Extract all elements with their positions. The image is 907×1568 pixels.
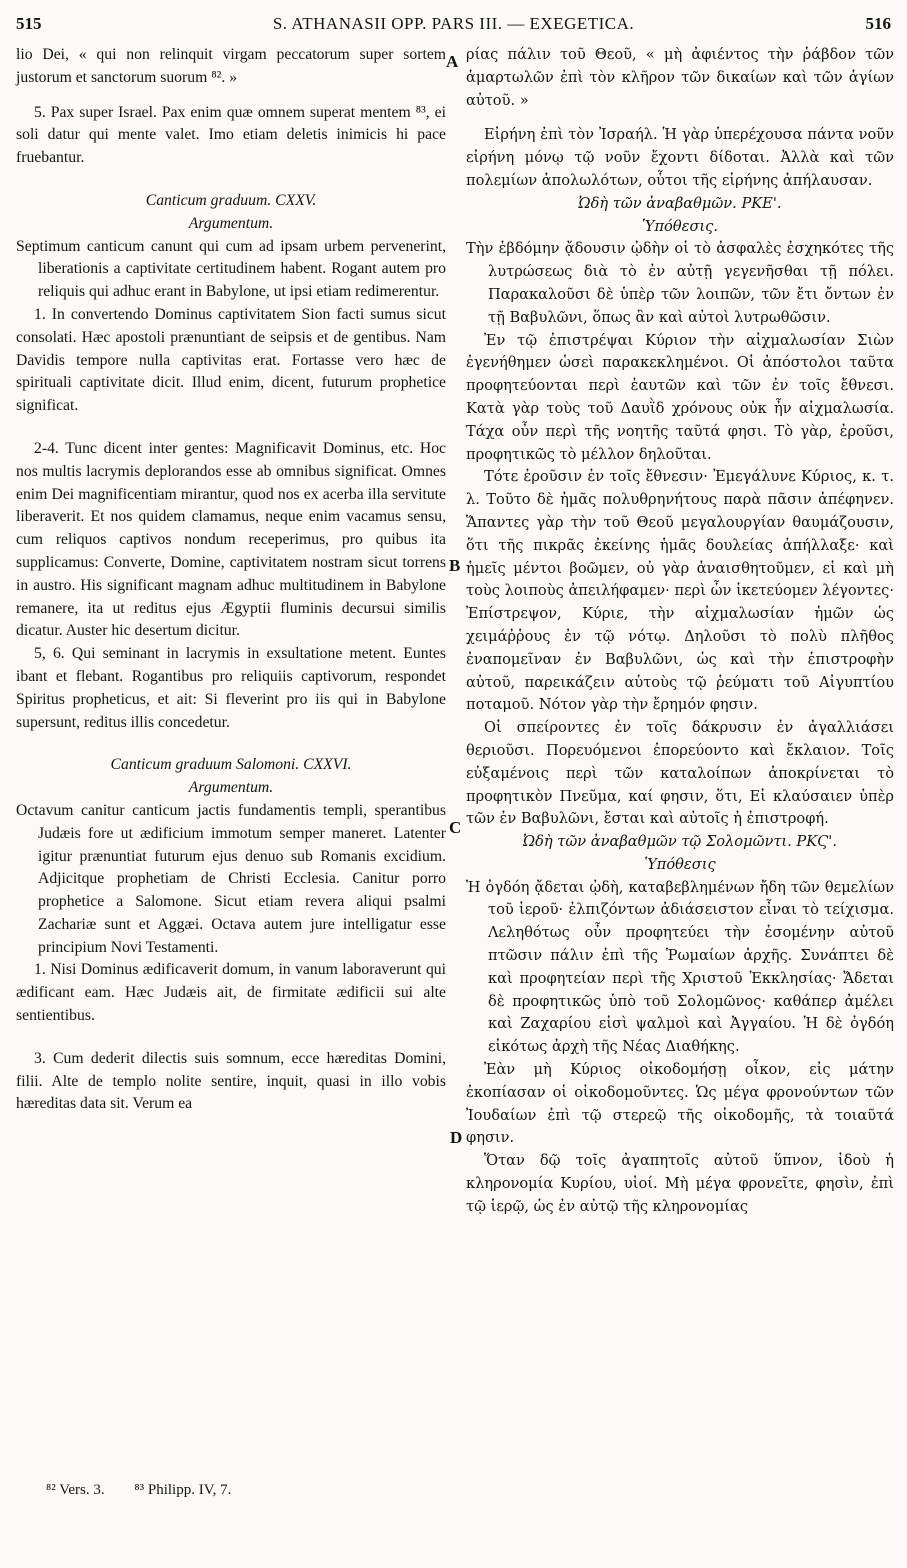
greek-paragraph: Ἐν τῷ ἐπιστρέψαι Κύριον τὴν αἰχμαλωσίαν Σιὼν ἐγενήθημεν ὡσεὶ παρακεκλημένοι. Οἱ ἀπόστολοι ταῦτα προφητεύονται περὶ ἑαυτῶν καὶ τῶν ἐν τοῖς ἔθνεσι. Κατὰ γὰρ τοὺς τοῦ Δαυῒδ χρόνους οὐκ ἦν αἰχμαλωσία. Τάχα οὖν περὶ τῆς νοητῆς ταῦτά φησι. Τὸ γὰρ, ἐροῦσι, προφητικῶς τὸ μέλλον δηλοῦται. [466,331,894,463]
margin-letter-d: D [450,1128,463,1147]
latin-argument-heading: Argumentum. [188,779,274,797]
footnote-82: ⁸² Vers. 3. [46,1482,105,1498]
greek-paragraph: ρίας πάλιν τοῦ Θεοῦ, « μὴ ἀφιέντος τὴν ῥάβδον τῶν ἁμαρτωλῶν ἐπὶ τὸν κλῆρον τῶν δικαίων καὶ τῶν ἁγίων αὐτοῦ. » [466,46,894,109]
greek-argument-heading: Ὑπόθεσις [644,855,716,873]
latin-section-heading: Canticum graduum Salomoni. CXXVI. [110,756,352,774]
greek-section-heading: Ὠδὴ τῶν ἀναβαθμῶν. ΡΚΕ'. [578,194,782,212]
page-header [14,14,893,40]
greek-column [466,44,894,1219]
latin-section-heading: Canticum graduum. CXXV. [145,191,317,209]
latin-paragraph: 5. Pax super Israel. Pax enim quæ omnem superat mentem ⁸³, ei soli datur qui mente valet. Imo etiam deletis inimicis hi pace fruebantur. [16,103,446,167]
greek-section-heading: Ὠδὴ τῶν ἀναβαθμῶν τῷ Σολομῶντι. ΡΚϚ'. [523,833,837,851]
footnote-83: ⁸³ Philipp. IV, 7. [134,1482,232,1498]
latin-paragraph: 1. Nisi Dominus ædificaverit domum, in vanum laboraverunt qui ædificant eam. Hæc Judæis ait, de firmitate ædificii sui alte sentientibus. [16,961,446,1025]
greek-paragraph: Ἡ ὀγδόη ᾄδεται ᾠδὴ, καταβεβλημένων ἤδη τῶν θεμελίων τοῦ ἱεροῦ· ἐλπιζόντων ἀδιάσειστον εἶναι τὸ τείχισμα. Λεληθότως οὖν προφητεύει τὴν ἐσομένην αὐτοῦ πτῶσιν πάλιν ἐπὶ τῆς Ῥωμαίων ἀρχῆς. Συνάπτει δὲ καὶ προφητείαν περὶ τῆς Χριστοῦ Ἐκκλησίας· Ἄδεται δὲ προφητικῶς ὑπὸ τοῦ Σολομῶνος· καθάπερ ἀμέλει καὶ Ζαχαρίου εἰσὶ ψαλμοὶ καὶ Ἀγγαίου. Ἡ δὲ ὀγδόη εἰκότως ἀρχὴ τῆς Νέας Διαθήκης. [466,878,894,1056]
latin-paragraph: 3. Cum dederit dilectis suis somnum, ecce hæreditas Domini, filii. Alte de templo nolite sentire, inquit, quasi in illo vobis hæreditas data sit. Verum ea [16,1049,446,1113]
latin-argument-heading: Argumentum. [188,214,274,232]
margin-letter-a: A [446,52,459,71]
latin-paragraph: Octavum canitur canticum jactis fundamentis templi, sperantibus Judæis fore ut ædificium immotum semper maneret. Latenter igitur prænuntiat futurum ejus denuo sub Romanis excidium. Adjicitque prophetiam de Christi Ecclesia. Canitur porro prophetice a Salomone. Sicut etiam revera aliqui psalmi Zachariæ sunt et Aggæi. Octava autem jure intelligatur esse principium Novi Testamenti. [16,801,446,956]
latin-column [16,44,446,1116]
greek-paragraph: Εἰρήνη ἐπὶ τὸν Ἰσραήλ. Ἡ γὰρ ὑπερέχουσα πάντα νοῦν εἰρήνη μόνῳ τῷ νοῦν ἔχοντι δίδοται. Ἀλλὰ καὶ τῶν πολεμίων ἀπολωλότων, οὗτοι τῆς εἰρήνης ἀπήλαυσαν. [466,126,894,189]
latin-paragraph: 5, 6. Qui seminant in lacrymis in exsultatione metent. Euntes ibant et flebant. Rogantibus pro reliquiis captivorum, respondet Spiritus propheticus, et ait: Si fleverint pro iis qui in Babylone supersunt, reditus illis concedetur. [16,645,446,731]
greek-paragraph: Οἱ σπείροντες ἐν τοῖς δάκρυσιν ἐν ἀγαλλιάσει θεριοῦσι. Πορευόμενοι ἐπορεύοντο καὶ ἔκλαιον. Τοῖς εὐξαμένοις περὶ τῶν καταλοίπων ἀποκρίνεται τὸ προφητικὸν Πνεῦμα, καί φησιν, ὅτι, Εἰ κλαύσαιεν ὑπὲρ τῶν ἐν Βαβυλῶνι, ἔσται καὶ αὐτοῖς ἡ ἐπιστροφή. [466,719,894,828]
greek-paragraph: Ἐὰν μὴ Κύριος οἰκοδομήσῃ οἶκον, εἰς μάτην ἐκοπίασαν οἱ οἰκοδομοῦντες. Ὡς μέγα φρονούντων τῶν Ἰουδαίων ἐπὶ τῷ στερεῷ τῆς οἰκοδομῆς, τὰ τοιαῦτά φησιν. [466,1061,894,1147]
greek-paragraph: Τότε ἐροῦσιν ἐν τοῖς ἔθνεσιν· Ἐμεγάλυνε Κύριος, κ. τ. λ. Τοῦτο δὲ ἡμᾶς πολυθρηνήτους παρὰ πᾶσιν ἀπέφηνεν. Ἅπαντες γὰρ τὴν τοῦ Θεοῦ μεγαλουργίαν θαυμάζουσιν, ὅτι τῆς πικρᾶς ἐκείνης ἡμᾶς δουλείας ἀπήλλαξε· καὶ ἡμεῖς μέντοι βοῶμεν, οὐ γὰρ ἀναισθητοῦμεν, εἰ καὶ μὴ τοὺς λοιποὺς ἀπειλήφαμεν· περὶ ὧν ἱκετεύομεν λέγοντες· Ἐπίστρεψον, Κύριε, τὴν αἰχμαλωσίαν ἡμῶν ὡς χειμάῤῥους ἐν τῷ νότῳ. Δηλοῦσι τὸ πολὺ πλῆθος ἐναπομεῖναν ἐν Βαβυλῶνι, ὡς καὶ τὴν ἐπιστροφὴν αὐτοῦ, παρεικάζειν αὐτοὺς τῷ ῥεύματι τοῦ Αἰγυπτίου ποταμοῦ. Νότον γὰρ τὴν ἔρημόν φησιν. [466,468,894,714]
latin-paragraph: 1. In convertendo Dominus captivitatem Sion facti sumus sicut consolati. Hæc apostoli prænuntiant de seipsis et de gentibus. Nam Davidis tempore nulla captivitas erat. Fortasse vero hæc de spirituali captivitate dicit. Illud enim, dicent, futurum prophetice significat. [16,305,446,415]
margin-letter-b: B [449,556,461,575]
page-number-left: 515 [16,14,42,33]
footnotes [46,1482,257,1499]
running-title: S. ATHANASII OPP. PARS III. — EXEGETICA. [272,14,635,33]
greek-paragraph: Ὅταν δῷ τοῖς ἀγαπητοῖς αὐτοῦ ὕπνον, ἰδοὺ ἡ κληρονομία Κυρίου, υἱοί. Μὴ μέγα φρονεῖτε, φησὶν, ἐπὶ τῷ ἱερῷ, ὡς ἐν αὐτῷ τῆς κληρονομίας [466,1152,894,1215]
page-number-right: 516 [865,14,891,33]
greek-paragraph: Τὴν ἑβδόμην ᾄδουσιν ᾠδὴν οἱ τὸ ἀσφαλὲς ἐσχηκότες τῆς λυτρώσεως διὰ τὸ ἐν αὐτῇ γεγενῆσθαι τῇ πόλει. Παρακαλοῦσι δὲ ὑπὲρ τῶν λοιπῶν, τῶν ἔτι ὄντων ἐν τῇ Βαβυλῶνι, ὅπως ἂν καὶ αὐτοὶ λυτρωθῶσιν. [466,240,894,326]
margin-letter-c: C [449,818,462,837]
greek-argument-heading: Ὑπόθεσις. [642,217,718,235]
latin-paragraph: Septimum canticum canunt qui cum ad ipsam urbem pervenerint, liberationis a captivitate certitudinem habent. Rogant autem pro reliquis qui adhuc erant in Babylone, ut ipsi etiam redimerentur. [16,237,446,301]
latin-paragraph: lio Dei, « qui non relinquit virgam peccatorum super sortem justorum et sanctorum suorum ⁸². » [16,46,446,86]
latin-paragraph: 2-4. Tunc dicent inter gentes: Magnificavit Dominus, etc. Hoc nos multis lacrymis deplorandos esse ab omnibus significat. Omnes enim Dei magnificentiam mirantur, quod nos ex acerba illa servitute liberaverit. Et nos quidem clamamus, neque enim vacamus sensu, cum reliquos captivos nondum receperimus, pro quibus ita supplicamus: Converte, Domine, captivitatem nostram sicut torrens in austro. His significant magnam adhuc multitudinem in Babylone remanere, ita ut reditus ejus Ægyptii fluminis decursui similis dicatur. Auster hic desertum dicitur. [16,439,446,640]
